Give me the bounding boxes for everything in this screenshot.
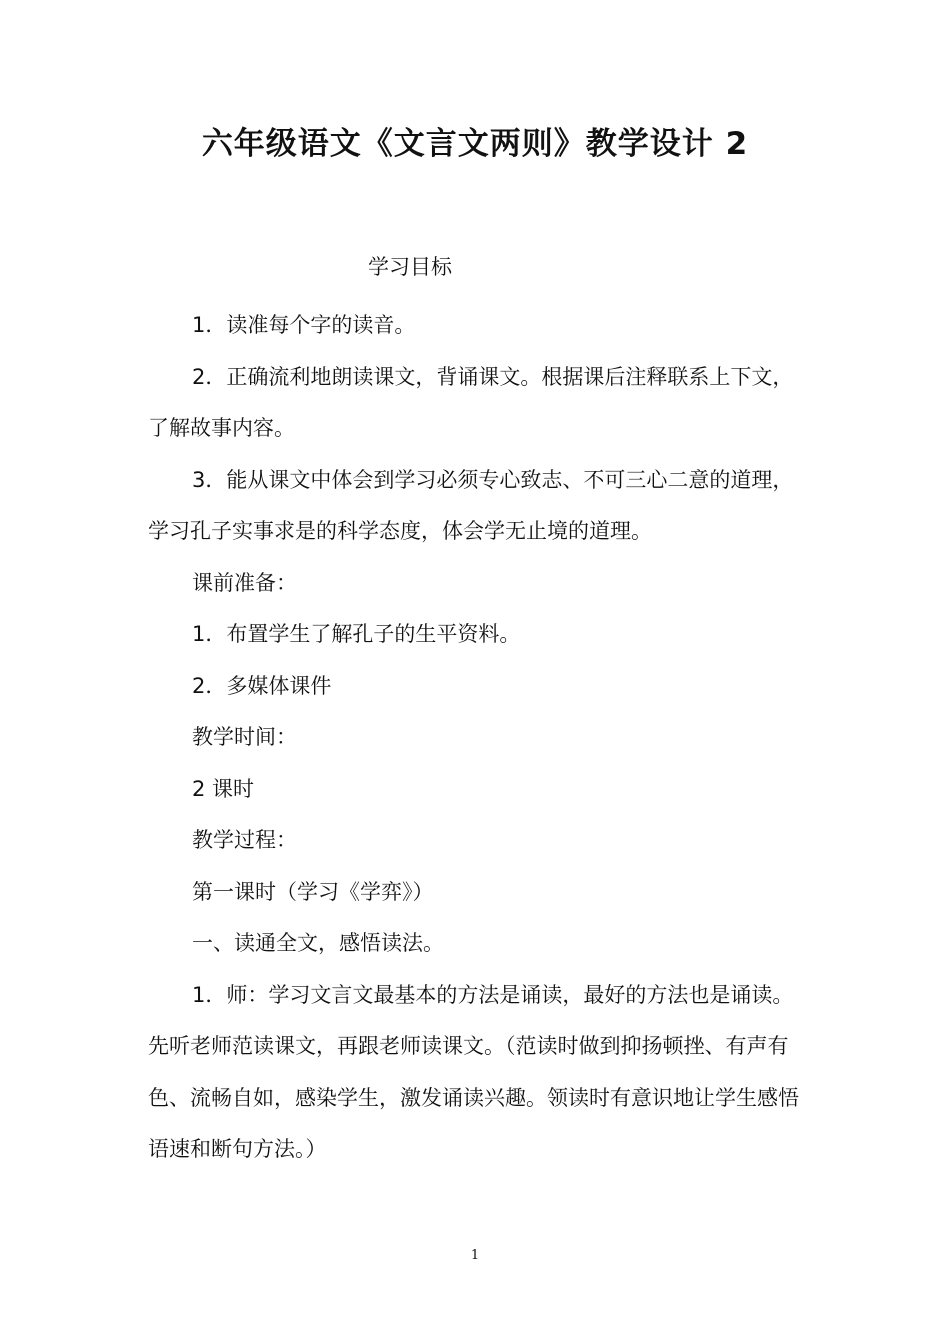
paragraph: 一、读通全文，感悟读法。 bbox=[192, 931, 444, 955]
paragraph: 第一课时（学习《学弈》） bbox=[192, 879, 434, 904]
document-body bbox=[148, 300, 808, 1176]
paragraph: 2．多媒体课件 bbox=[192, 673, 332, 698]
paragraph: 1．师：学习文言文最基本的方法是诵读，最好的方法也是诵读。先听老师范读课文，再跟老师读课文。（范读时做到抑扬顿挫、有声有色、流畅自如，感染学生，激发诵读兴趣。领读时有意识地让学生感悟语速和断句方法。） bbox=[148, 982, 799, 1161]
paragraph: 2 课时 bbox=[192, 776, 255, 801]
paragraph: 3．能从课文中体会到学习必须专心致志、不可三心二意的道理，学习孔子实事求是的科学态度，体会学无止境的道理。 bbox=[148, 467, 794, 543]
document-title: 六年级语文《文言文两则》教学设计 2 bbox=[201, 126, 749, 162]
paragraph: 2．正确流利地朗读课文，背诵课文。根据课后注释联系上下文，了解故事内容。 bbox=[148, 364, 794, 440]
paragraph: 教学过程： bbox=[192, 828, 297, 852]
paragraph: 1．读准每个字的读音。 bbox=[192, 313, 416, 337]
paragraph: 课前准备： bbox=[192, 570, 297, 595]
paragraph: 1．布置学生了解孔子的生平资料。 bbox=[192, 622, 521, 646]
page-number: 1 bbox=[470, 1248, 480, 1263]
paragraph: 教学时间： bbox=[192, 725, 297, 749]
section-heading: 学习目标 bbox=[368, 255, 452, 279]
